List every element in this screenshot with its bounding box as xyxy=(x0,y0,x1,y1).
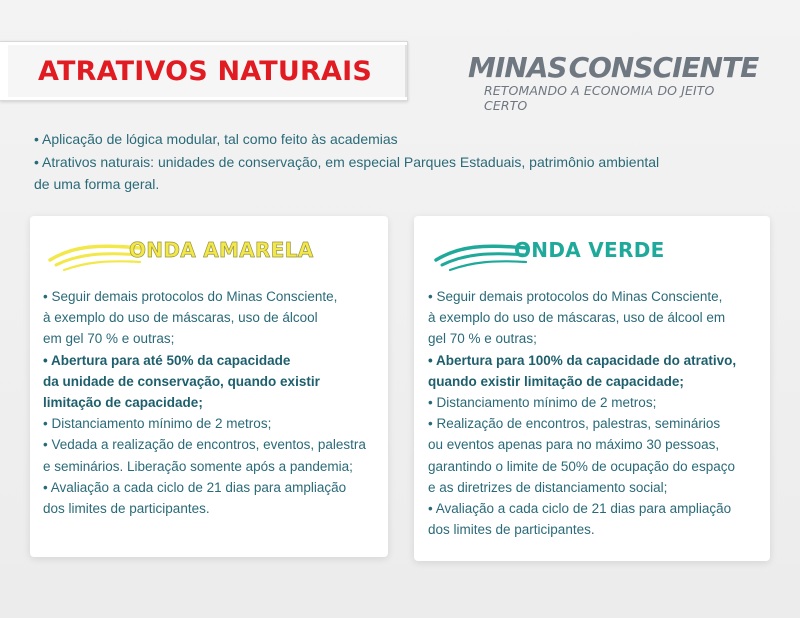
card-line: à exemplo do uso de máscaras, uso de álcool xyxy=(43,310,318,326)
intro-line: de uma forma geral. xyxy=(34,176,160,192)
card-line-bold: • Abertura para até 50% da capacidade xyxy=(43,352,291,368)
card-line: dos limites de participantes. xyxy=(43,501,210,517)
title-banner xyxy=(0,41,408,101)
card-body xyxy=(43,286,378,519)
minas-consciente-logo xyxy=(468,51,759,113)
card-line: • Realização de encontros, palestras, seminários xyxy=(428,416,721,432)
card-line-bold: limitação de capacidade; xyxy=(43,395,203,411)
card-line: à exemplo do uso de máscaras, uso de álcool em xyxy=(428,310,726,326)
card-line: • Avaliação a cada ciclo de 21 dias para ampliação xyxy=(428,501,732,517)
card-body xyxy=(428,286,763,540)
logo-wordmark xyxy=(468,51,759,84)
page-title: ATRATIVOS NATURAIS xyxy=(38,55,373,87)
logo-left-text: MINAS xyxy=(468,51,567,84)
card-onda-amarela xyxy=(30,216,388,557)
card-line: • Avaliação a cada ciclo de 21 dias para ampliação xyxy=(43,479,347,495)
card-line-bold: da unidade de conservação, quando existir xyxy=(43,373,320,389)
logo-right-text: CONSCIENTE xyxy=(568,51,759,84)
card-title: ONDA VERDE xyxy=(514,238,665,262)
card-line: em gel 70 % e outras; xyxy=(43,331,175,347)
intro-line: • Aplicação de lógica modular, tal como feito às academias xyxy=(34,131,398,147)
card-line: • Distanciamento mínimo de 2 metros; xyxy=(428,395,657,411)
title-banner-inner xyxy=(8,45,407,97)
intro-text xyxy=(34,128,734,196)
card-line: dos limites de participantes. xyxy=(428,522,595,538)
intro-line: • Atrativos naturais: unidades de conservação, em especial Parques Estaduais, patrimônio ambiental xyxy=(34,153,660,170)
card-line: • Vedada a realização de encontros, eventos, palestra xyxy=(43,437,366,453)
card-onda-verde xyxy=(414,216,770,561)
card-line: gel 70 % e outras; xyxy=(428,331,537,347)
card-line-bold: quando existir limitação de capacidade; xyxy=(428,373,684,389)
card-line: • Seguir demais protocolos do Minas Consciente, xyxy=(43,289,338,304)
card-title: ONDA AMARELA xyxy=(129,238,314,262)
card-line: ou eventos apenas para no máximo 30 pessoas, xyxy=(428,437,720,453)
logo-tagline: RETOMANDO A ECONOMIA DO JEITO CERTO xyxy=(484,83,715,113)
card-line: • Seguir demais protocolos do Minas Consciente, xyxy=(428,289,723,304)
card-line: garantindo o limite de 50% de ocupação do espaço xyxy=(428,458,735,474)
card-line: e as diretrizes de distanciamento social; xyxy=(428,479,668,495)
card-line-bold: • Abertura para 100% da capacidade do atrativo, xyxy=(428,352,737,368)
card-line: • Distanciamento mínimo de 2 metros; xyxy=(43,416,272,432)
card-line: e seminários. Liberação somente após a pandemia; xyxy=(43,458,353,474)
